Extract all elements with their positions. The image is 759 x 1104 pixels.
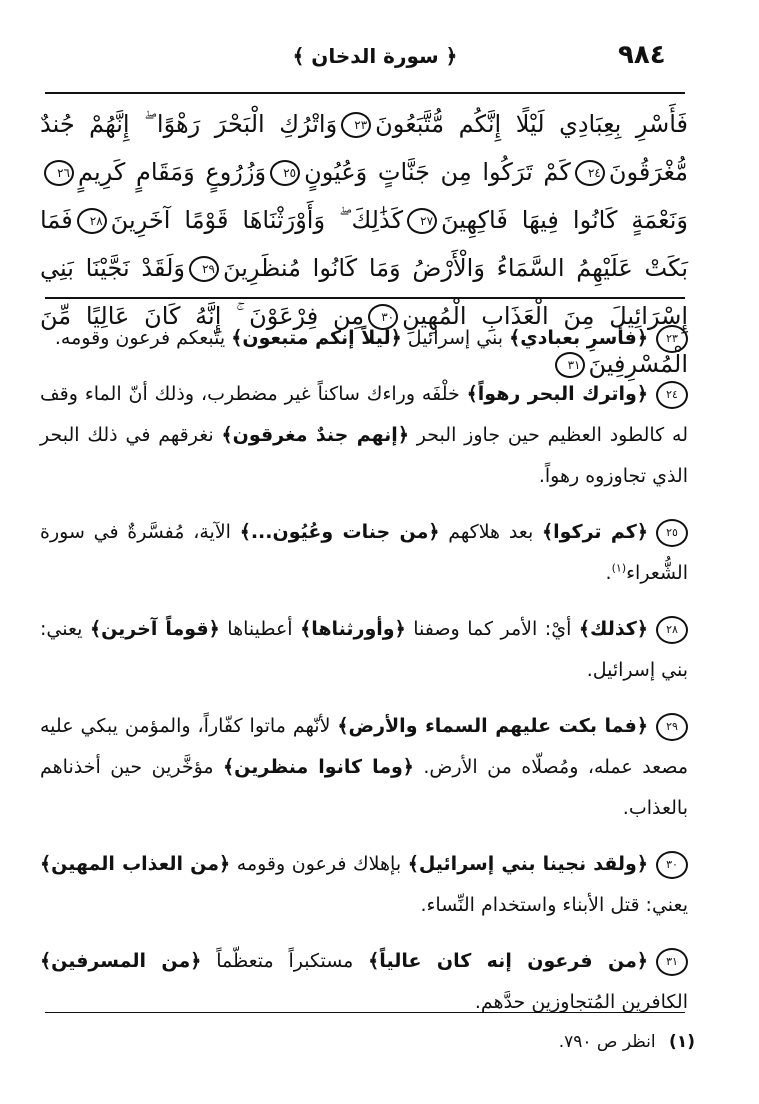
verse-number-marker: ٢٣ <box>341 112 371 138</box>
verse-number-marker: ٣١ <box>555 352 585 378</box>
quoted-verse-phrase: ﴿من جنات وعُيُون...﴾ <box>239 521 440 543</box>
footnote <box>300 1032 695 1052</box>
commentary-text: بعد هلاكهم <box>439 521 542 543</box>
commentary-block <box>40 318 688 1038</box>
quran-verse-text: فَأَسْرِ بِعِبَادِي لَيْلًا إِنَّكُم مُّتَّبَعُونَ <box>375 110 688 138</box>
quran-verse-text: كَذَٰلِكَ ۖ وَأَوْرَثْنَاهَا قَوْمًا آخَرِينَ <box>110 206 404 234</box>
commentary-entry <box>40 941 688 1023</box>
quran-verse-text: وَنَعْمَةٍ كَانُوا فِيهَا فَاكِهِينَ <box>441 206 688 234</box>
verse-number-marker: ٢٨ <box>656 616 688 644</box>
commentary-entry <box>40 374 688 497</box>
surah-title: ﴿ سورة الدخان ﴾ <box>292 44 458 68</box>
commentary-text: يتّبعكم فرعون وقومه. <box>54 327 232 349</box>
quran-verse-text: وَلَقَدْ نَجَّيْنَا بَنِي إِسْرَائِيلَ مِنَ الْعَذَابِ الْمُهِينِ <box>40 254 688 330</box>
quran-verse-text: مِن فِرْعَوْنَ ۚ إِنَّهُ كَانَ عَالِيًا مِّنَ الْمُسْرِفِينَ <box>40 302 688 378</box>
quoted-verse-phrase: ﴿وما كانوا منظرين﴾ <box>223 756 414 778</box>
quran-verse-text: كَمْ تَرَكُوا مِن جَنَّاتٍ وَعُيُونٍ <box>304 158 571 186</box>
verse-number-marker: ٢٤ <box>656 381 688 409</box>
commentary-text: بإهلاك فرعون وقومه <box>230 853 408 875</box>
commentary-text: الآية، مُفسَّرةٌ في سورة الشُّعراء <box>40 521 688 584</box>
verse-number-marker: ٢٩ <box>189 256 219 282</box>
commentary-entry <box>40 706 688 829</box>
commentary-text: . <box>605 562 612 584</box>
commentary-text: لأنّهم ماتوا كفّاراً، والمؤمن يبكي عليه مصعد عمله، ومُصلّاه من الأرض. <box>40 715 689 778</box>
quoted-verse-phrase: ﴿من العذاب المهين﴾ <box>40 853 231 875</box>
footnote-divider <box>45 1012 685 1013</box>
footnote-text: انظر ص ٧٩٠. <box>558 1032 656 1052</box>
commentary-text: الكافرين المُتجاوزين حدَّهم. <box>474 991 688 1013</box>
quoted-verse-phrase: ﴿فما بكت عليهم السماء والأرض﴾ <box>337 715 648 737</box>
commentary-entry <box>40 318 688 359</box>
quoted-verse-phrase: ﴿قوماً آخرين﴾ <box>89 618 220 640</box>
footnote-reference: (١) <box>611 561 627 575</box>
top-divider <box>45 92 685 94</box>
commentary-text: يعني: قتل الأبناء واستخدام النِّساء. <box>420 894 688 916</box>
commentary-text: يعني: بني إسرائيل. <box>40 618 688 681</box>
quoted-verse-phrase: ﴿كم تركوا﴾ <box>542 521 648 543</box>
quoted-verse-phrase: ﴿وأورثناها﴾ <box>300 618 406 640</box>
footnote-number: (١) <box>669 1032 695 1052</box>
quoted-verse-phrase: ﴿ليلاً إنكم متبعون﴾ <box>231 327 402 349</box>
quoted-verse-phrase: ﴿فأسرِ بعبادي﴾ <box>509 327 648 349</box>
commentary-entry <box>40 512 688 594</box>
verse-number-marker: ٣٠ <box>656 851 688 879</box>
quoted-verse-phrase: ﴿من المسرفين﴾ <box>40 950 202 972</box>
quoted-verse-phrase: ﴿واترك البحر رهواً﴾ <box>466 383 648 405</box>
quoted-verse-phrase: ﴿إنهم جندٌ مغرقون﴾ <box>221 424 409 446</box>
verse-number-marker: ٢٥ <box>270 160 300 186</box>
quoted-verse-phrase: ﴿ولقد نجينا بني إسرائيل﴾ <box>407 853 648 875</box>
commentary-text: مؤخَّرين حين أخذناهم بالعذاب. <box>40 756 688 819</box>
quran-verse-text: وَاتْرُكِ الْبَحْرَ رَهْوًا ۖ إِنَّهُمْ جُندٌ مُّغْرَقُونَ <box>40 110 688 186</box>
verse-number-marker: ٢٤ <box>575 160 605 186</box>
quoted-verse-phrase: ﴿كذلك﴾ <box>578 618 648 640</box>
middle-divider <box>45 297 685 299</box>
verse-number-marker: ٢٥ <box>656 519 688 547</box>
verse-number-marker: ٢٨ <box>77 208 107 234</box>
commentary-entry <box>40 609 688 691</box>
quran-verse-text: فَمَا بَكَتْ عَلَيْهِمُ السَّمَاءُ وَالْأَرْضُ وَمَا كَانُوا مُنظَرِينَ <box>40 206 688 282</box>
commentary-entry <box>40 844 688 926</box>
commentary-text: أيْ: الأمر كما وصفنا <box>405 618 579 640</box>
quran-verse-text: وَزُرُوعٍ وَمَقَامٍ كَرِيمٍ <box>78 158 267 186</box>
commentary-text: خلْفَه وراءك ساكناً غير مضطرب، وذلك أنّ الماء وقف له كالطود العظيم حين جاوز البحر <box>40 383 688 446</box>
page-number: ٩٨٤ <box>618 40 666 70</box>
verse-number-marker: ٣٠ <box>368 304 398 330</box>
commentary-text: مستكبراً متعظّماً <box>201 950 369 972</box>
verse-number-marker: ٢٣ <box>656 325 688 353</box>
commentary-text: بني إسرائيل <box>401 327 510 349</box>
verse-number-marker: ٢٦ <box>44 160 74 186</box>
verse-number-marker: ٣١ <box>656 948 688 976</box>
commentary-text: أعطيناها <box>219 618 301 640</box>
verse-number-marker: ٢٧ <box>407 208 437 234</box>
commentary-text: نغرقهم في ذلك البحر الذي تجاوزوه رهواً. <box>40 424 688 487</box>
verse-number-marker: ٢٩ <box>656 713 688 741</box>
quoted-verse-phrase: ﴿من فرعون إنه كان عالياً﴾ <box>368 950 649 972</box>
